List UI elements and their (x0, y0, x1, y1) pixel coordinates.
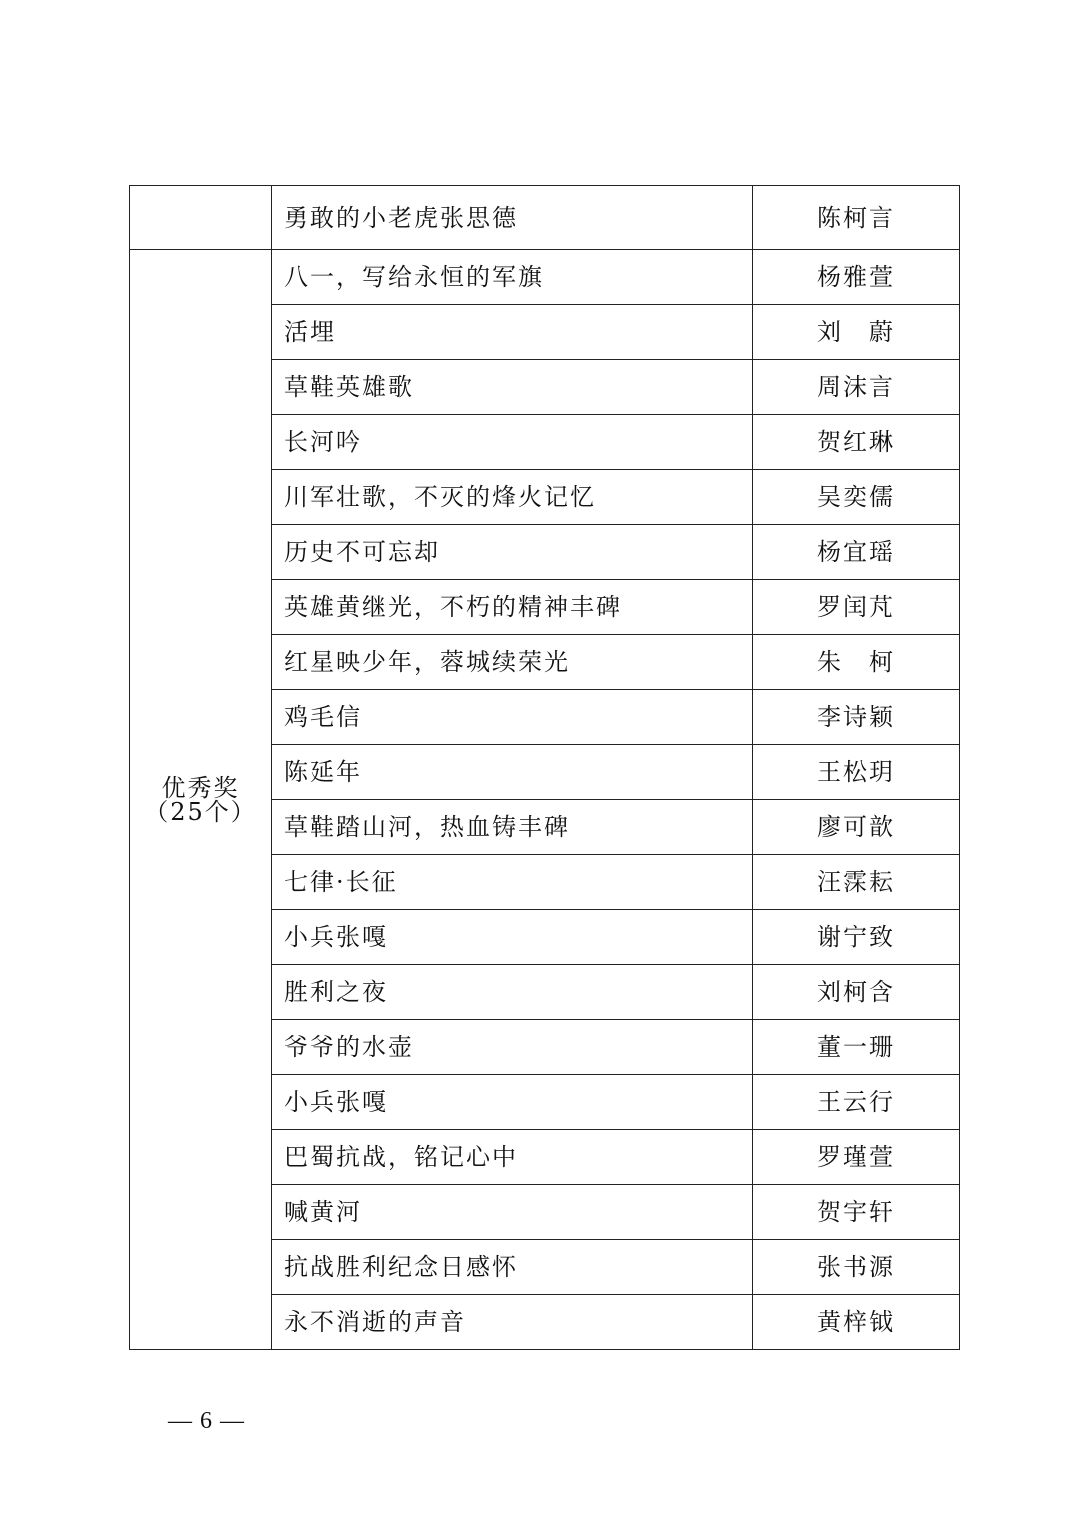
category-cell-empty (130, 186, 272, 250)
entry-title: 巴蜀抗战，铭记心中 (272, 1130, 753, 1185)
entry-title: 历史不可忘却 (272, 525, 753, 580)
entry-author: 杨宜瑶 (753, 525, 960, 580)
entry-title: 红星映少年，蓉城续荣光 (272, 635, 753, 690)
page-number: — 6 — (168, 1408, 245, 1434)
entry-author: 罗瑾萱 (753, 1130, 960, 1185)
entry-title: 鸡毛信 (272, 690, 753, 745)
award-category-name: 优秀奖 (161, 773, 240, 802)
entry-title: 活埋 (272, 305, 753, 360)
entry-author: 罗闰芃 (753, 580, 960, 635)
entry-title: 草鞋踏山河，热血铸丰碑 (272, 800, 753, 855)
entry-author: 吴奕儒 (753, 470, 960, 525)
table-row (130, 186, 960, 250)
entry-title: 英雄黄继光，不朽的精神丰碑 (272, 580, 753, 635)
entry-author: 贺红琳 (753, 415, 960, 470)
entry-author: 廖可歆 (753, 800, 960, 855)
entry-author: 董一珊 (753, 1020, 960, 1075)
entry-title: 永不消逝的声音 (272, 1295, 753, 1350)
entry-author: 王松玥 (753, 745, 960, 800)
entry-title: 胜利之夜 (272, 965, 753, 1020)
entry-author: 周沫言 (753, 360, 960, 415)
entry-author: 李诗颖 (753, 690, 960, 745)
entry-title: 爷爷的水壶 (272, 1020, 753, 1075)
entry-author: 张书源 (753, 1240, 960, 1295)
entry-author: 陈柯言 (753, 186, 960, 250)
award-category-count: （25个） (144, 797, 257, 826)
entry-author: 刘柯含 (753, 965, 960, 1020)
table-row (130, 250, 960, 305)
entry-title: 小兵张嘎 (272, 910, 753, 965)
entry-title: 长河吟 (272, 415, 753, 470)
entry-author: 王云行 (753, 1075, 960, 1130)
entry-author: 朱 柯 (753, 635, 960, 690)
entry-title: 抗战胜利纪念日感怀 (272, 1240, 753, 1295)
entry-title: 小兵张嘎 (272, 1075, 753, 1130)
entry-title: 七律·长征 (272, 855, 753, 910)
entry-author: 杨雅萱 (753, 250, 960, 305)
entry-title: 喊黄河 (272, 1185, 753, 1240)
entry-author: 谢宁致 (753, 910, 960, 965)
entry-title: 八一，写给永恒的军旗 (272, 250, 753, 305)
award-category-cell (130, 250, 272, 1350)
entry-title: 川军壮歌，不灭的烽火记忆 (272, 470, 753, 525)
entry-title: 勇敢的小老虎张思德 (272, 186, 753, 250)
entry-author: 黄梓钺 (753, 1295, 960, 1350)
entry-title: 陈延年 (272, 745, 753, 800)
entry-author: 汪霂耘 (753, 855, 960, 910)
entry-title: 草鞋英雄歌 (272, 360, 753, 415)
awards-table (129, 185, 960, 1350)
entry-author: 刘 蔚 (753, 305, 960, 360)
entry-author: 贺宇轩 (753, 1185, 960, 1240)
